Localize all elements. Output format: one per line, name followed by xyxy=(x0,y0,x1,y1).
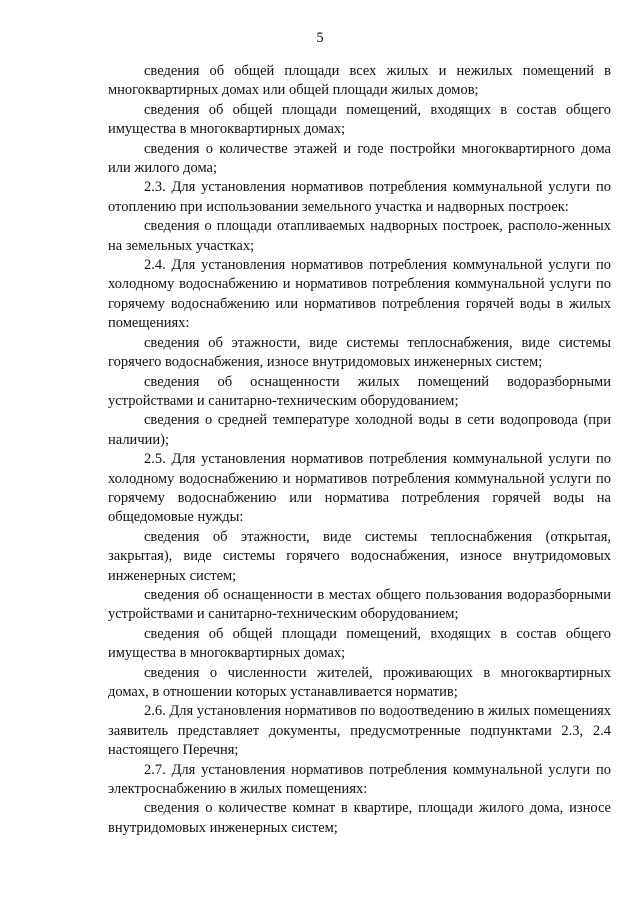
paragraph-2-5: 2.5. Для установления нормативов потребления коммунальной услуги по холодному водоснабжению и нормативов потребления коммунальной услуги по горячему водоснабжению или норматива потребления горячей воды на общедомовые нужды: xyxy=(108,451,611,526)
paragraph-7: сведения об этажности, виде системы теплоснабжения, виде системы горячего водоснабжения, износе внутридомовых инженерных систем; xyxy=(108,334,611,371)
paragraph-14: сведения о численности жителей, проживающих в многоквартирных домах, в отношении которых устанавливается норматив; xyxy=(108,664,611,700)
paragraph-13: сведения об общей площади помещений, входящих в состав общего имущества в многоквартирных домах; xyxy=(108,625,611,662)
paragraph-3: сведения о количестве этажей и годе постройки многоквартирного дома или жилого дома; xyxy=(108,140,611,177)
paragraph-5: сведения о площади отапливаемых надворных построек, располо-женных на земельных участках; xyxy=(108,218,611,254)
paragraph-2-6: 2.6. Для установления нормативов по водоотведению в жилых помещениях заявитель представляет документы, предусмотренные подпунктами 2.3, 2.4 настоящего Перечня; xyxy=(108,703,611,759)
paragraph-2-4: 2.4. Для установления нормативов потребления коммунальной услуги по холодному водоснабжению и нормативов потребления коммунальной услуги по горячему водоснабжению или нормативов потребления горячей воды в жилых помещениях: xyxy=(108,257,611,332)
page-number: 5 xyxy=(316,30,324,46)
paragraph-1: сведения об общей площади всех жилых и нежилых помещений в многоквартирных домах или общей площади жилых домов; xyxy=(108,63,611,99)
paragraph-12: сведения об оснащенности в местах общего пользования водоразборными устройствами и санитарно-техническим оборудованием; xyxy=(108,586,611,623)
paragraph-2-3: 2.3. Для установления нормативов потребления коммунальной услуги по отоплению при использовании земельного участка и надворных построек: xyxy=(108,179,611,215)
paragraph-11: сведения об этажности, виде системы теплоснабжения (открытая, закрытая), виде системы горячего водоснабжения, износе внутридомовых инженерных систем; xyxy=(108,528,611,584)
paragraph-2-7: 2.7. Для установления нормативов потребления коммунальной услуги по электроснабжению в жилых помещениях: xyxy=(108,761,611,798)
paragraph-17: сведения о количестве комнат в квартире, площади жилого дома, износе внутридомовых инженерных систем; xyxy=(108,800,611,836)
paragraph-9: сведения о средней температуре холодной воды в сети водопровода (при наличии); xyxy=(108,412,611,448)
paragraph-2: сведения об общей площади помещений, входящих в состав общего имущества в многоквартирных домах; xyxy=(108,101,611,138)
paragraph-8: сведения об оснащенности жилых помещений водоразборными устройствами и санитарно-техническим оборудованием; xyxy=(108,373,611,409)
document-body xyxy=(108,62,611,838)
